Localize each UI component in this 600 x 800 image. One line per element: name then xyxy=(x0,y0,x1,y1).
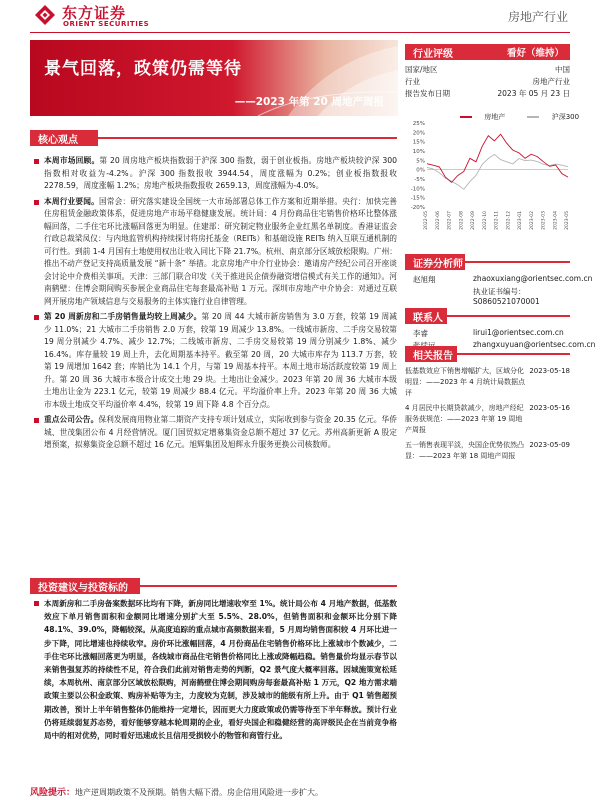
y-tick-label: 10% xyxy=(412,149,425,155)
analyst-row: 赵旭翔 zhaoxuxiang@orientsec.com.cn xyxy=(413,274,593,284)
related-report-item[interactable]: 4 月居民中长期贷款减少，房地产经纪服务获规范：——2023 年第 19 周地产周报 2023-05-16 xyxy=(405,404,570,434)
related-heading: 相关报告 xyxy=(405,346,570,362)
core-bullet-sales: 第 20 周新房和二手房销售量均较上周减少。第 20 周 44 大城市新房销售为 3.0 万套，较第 19 周减少 11.0%；21 大城市二手房销售 2.0 万套，较第 19 周减少 13.8%。一线城市新房、二手房交易较第 19 周分别减少 4.7%、减少 12.7%；二线城市新房、二手房交易较第 19 周分别减少 1.8%、减少 16.4%。库存量较 19 周上升，去化周期基本持平。截至第 20 周，20 大城市库存为 113.7 万套，较第 19 周增加 1642 套；库销比为 14.1 个月，与第 19 周基本持平。本周土地市场活跃度较第 19 周上升。第 20 周 36 大城市本级合计成交土地 29 块。土地出让金减少。2023 年第 20 周 36 大城市本级土地出让金为 223.1 亿元，较第 19 周减少 88.4 亿元。平均溢价率上升。2023 年第 20 周 36 大城市本级土地成交平均溢价率 4.4%，较第 19 周下降 4.8 个百分点。 xyxy=(30,311,397,411)
series-line xyxy=(427,134,568,182)
rating-value: 看好（维持） xyxy=(506,48,564,59)
investment-advice xyxy=(30,597,397,745)
related-reports xyxy=(405,366,570,466)
rating-info xyxy=(405,64,570,100)
info-row: 报告发布日期 2023 年 05 月 23 日 xyxy=(405,89,570,98)
x-tick-label: 2022-07 xyxy=(447,211,453,230)
x-tick-label: 2023-05 xyxy=(565,211,570,230)
company-logo xyxy=(34,2,164,32)
industry-label: 房地产行业 xyxy=(507,10,568,24)
y-tick-label: 5% xyxy=(416,158,425,165)
x-tick-label: 2022-08 xyxy=(459,211,465,230)
risk-label: 风险提示： xyxy=(30,788,76,798)
performance-chart xyxy=(405,111,570,231)
report-title: 景气回落，政策仍需等待 xyxy=(44,59,242,79)
logo-text-cn: 东方证券 xyxy=(62,4,127,22)
core-views-heading: 核心观点 xyxy=(30,130,397,146)
y-tick-label: 20% xyxy=(412,130,425,137)
core-bullet-news: 本周行业要闻。国常会：研究落实建设全国统一大市场部署总体工作方案和近期举措。央行：加快完善住房租赁金融政策体系，促进房地产市场平稳健康发展。统计局：4 月份商品住宅销售价格环比整体涨幅回落，二手住宅环比涨幅回落更为明显。住建部：研究制定物业服务企业红黑名单制度。香港证监会行政总裁梁凤仪：与内地监管机构持续探讨将房托基金（REITs）和基础设施 REITs 纳入互联互通机制的可行性。到前 1-4 月国有土地使用权出让收入同比下降 21.7%。杭州、南京部分区域放松限购。广州：推出不动产登记支持高质量发展 “新十条” 举措。北京房地产中介行业协会：邀请房产经纪公司召开座谈会讨论中介费相关事项。天津：三部门联合印发《关于推进民企债券融资增信模式有关工作的通知》。河南鹤壁：住博会期间购买参展企业商品住宅每套最高补贴 1 万元。深圳市房地产中介协会：对通过互联网开展房地产领域信息与交易服务的主体实施行业自律管理。 xyxy=(30,196,397,309)
x-tick-label: 2023-02 xyxy=(529,211,535,230)
investment-heading: 投资建议与投资标的 xyxy=(30,578,397,594)
y-tick-label: -20% xyxy=(410,205,425,211)
logo-text-en: ORIENT SECURITIES xyxy=(63,20,150,28)
analyst-row: 执业证书编号：S0860521070001 xyxy=(473,287,540,306)
y-tick-label: -5% xyxy=(414,177,425,183)
rating-heading: 行业评级 看好（维持） xyxy=(405,44,570,60)
risk-warning xyxy=(30,785,550,798)
legend-item: 沪深300 xyxy=(527,113,589,121)
x-tick-label: 2023-01 xyxy=(518,211,523,230)
risk-text: 地产逆周期政策不及预期。销售大幅下滑。房企信用风险进一步扩大。 xyxy=(75,788,324,797)
y-tick-label: -15% xyxy=(410,195,425,202)
info-row: 行业 房地产行业 xyxy=(405,77,570,86)
x-tick-label: 2022-05 xyxy=(424,211,429,230)
legend-item: 房地产 xyxy=(460,113,515,121)
x-tick-label: 2022-06 xyxy=(435,211,441,230)
y-tick-label: 0% xyxy=(416,167,425,174)
related-report-item[interactable]: 低基数效应下销售增幅扩大，区域分化明显：——2023 年 4 月统计局数据点评 2023-05-18 xyxy=(405,367,570,397)
y-tick-label: -10% xyxy=(410,186,425,193)
info-row: 国家/地区 中国 xyxy=(405,65,570,74)
logo-mark-icon xyxy=(34,4,56,26)
investment-text: 本周新房和二手房备案数据环比均有下降，新房同比增速收窄至 1%。统计局公布 4 月地产数据，低基数效应下单月销售面积和金额同比增速分别扩大至 5.5%、28.0%，但销售面积和金额环比分别下降 48.1%、39.0%，降幅较深。从高度追踪的重点城市高频数据来看，5 月周均销售面积较 4 月环比进一步下降，同比增速也持续收窄。房价环比涨幅回落，4 月份商品住宅销售价格环比上涨城市个数减少，二手住宅环比涨幅回落更为明显，各线城市商品住宅销售价格同比上涨或降幅趋稳。销售量价均显示春节以来销售强复苏的持续性不足，符合我们此前对销售走势的判断，Q2 景气度大概率回落。因城施策宽松延续，本周杭州、南京部分区域放松限购，河南鹤壁住博会期间购房每套最高补贴 1 万元，Q2 地方需求端政策主要以公积金政策、购房补贴等为主，力度较为克制，涉及城市的能级有所上升。由于 Q1 销售超预期改善，预计上半年销售整体仍能维持一定增长，因而更大力度政策或仍需等待至下半年释放。预计行业仍将延续弱复苏态势，看好能够穿越本轮周期的企业，看好央国企和稳健经营的高评级民企在当前竞争格局中的相对优势，同时看好迅速成长且信用受损较小的物管和商管行业。 xyxy=(30,597,397,742)
contact-row: 李睿 lirui1@orientsec.com.cn xyxy=(413,328,564,338)
series-line xyxy=(427,154,568,189)
core-views xyxy=(30,155,397,455)
header-divider xyxy=(30,32,570,33)
x-tick-label: 2022-12 xyxy=(506,211,512,230)
core-bullet-announcements: 重点公司公告。保利发展商用物业第二期资产支持专项计划成立，实际收到参与资金 20.35 亿元。华侨城、世茂集团公布 4 月经营情况。厦门国贸拟定增募集资金总额不超过 37 亿元。苏州高新更新 A 股定增预案，拟募集资金总额不超过 16 亿元。旭辉集团及旭辉永升服务更换公司核数师。 xyxy=(30,414,397,452)
x-tick-label: 2022-10 xyxy=(482,211,488,230)
contact-heading: 联系人 xyxy=(405,308,570,324)
y-tick-label: 25% xyxy=(412,121,425,127)
y-tick-label: 15% xyxy=(412,139,425,146)
related-report-item[interactable]: 五一销售表现平淡，央国企优势依然凸显：——2023 年第 18 周地产周报 2023-05-09 xyxy=(405,441,570,460)
title-banner xyxy=(30,40,398,116)
report-subtitle: ——2023 年第 20 周地产周报 xyxy=(234,96,384,108)
page-header xyxy=(0,0,600,40)
analyst-heading: 证券分析师 xyxy=(405,254,570,270)
x-tick-label: 2022-09 xyxy=(471,211,476,230)
x-tick-label: 2023-03 xyxy=(541,211,547,230)
x-tick-label: 2022-11 xyxy=(494,211,500,230)
core-bullet-market: 本周市场回顾。第 20 周房地产板块指数弱于沪深 300 指数，弱于创业板指。房地产板块较沪深 300 指数相对收益为-4.2%。沪深 300 指数报收 3944.54，周度涨幅为 0.2%；创业板指数报收 2278.59，周度涨幅 1.2%；房地产板块指数报收 2659.13，周度涨幅为-4.0%。 xyxy=(30,155,397,193)
x-tick-label: 2023-04 xyxy=(553,211,559,230)
contact-row: zhangxuyuan@orientsec.com.cn xyxy=(473,340,596,349)
